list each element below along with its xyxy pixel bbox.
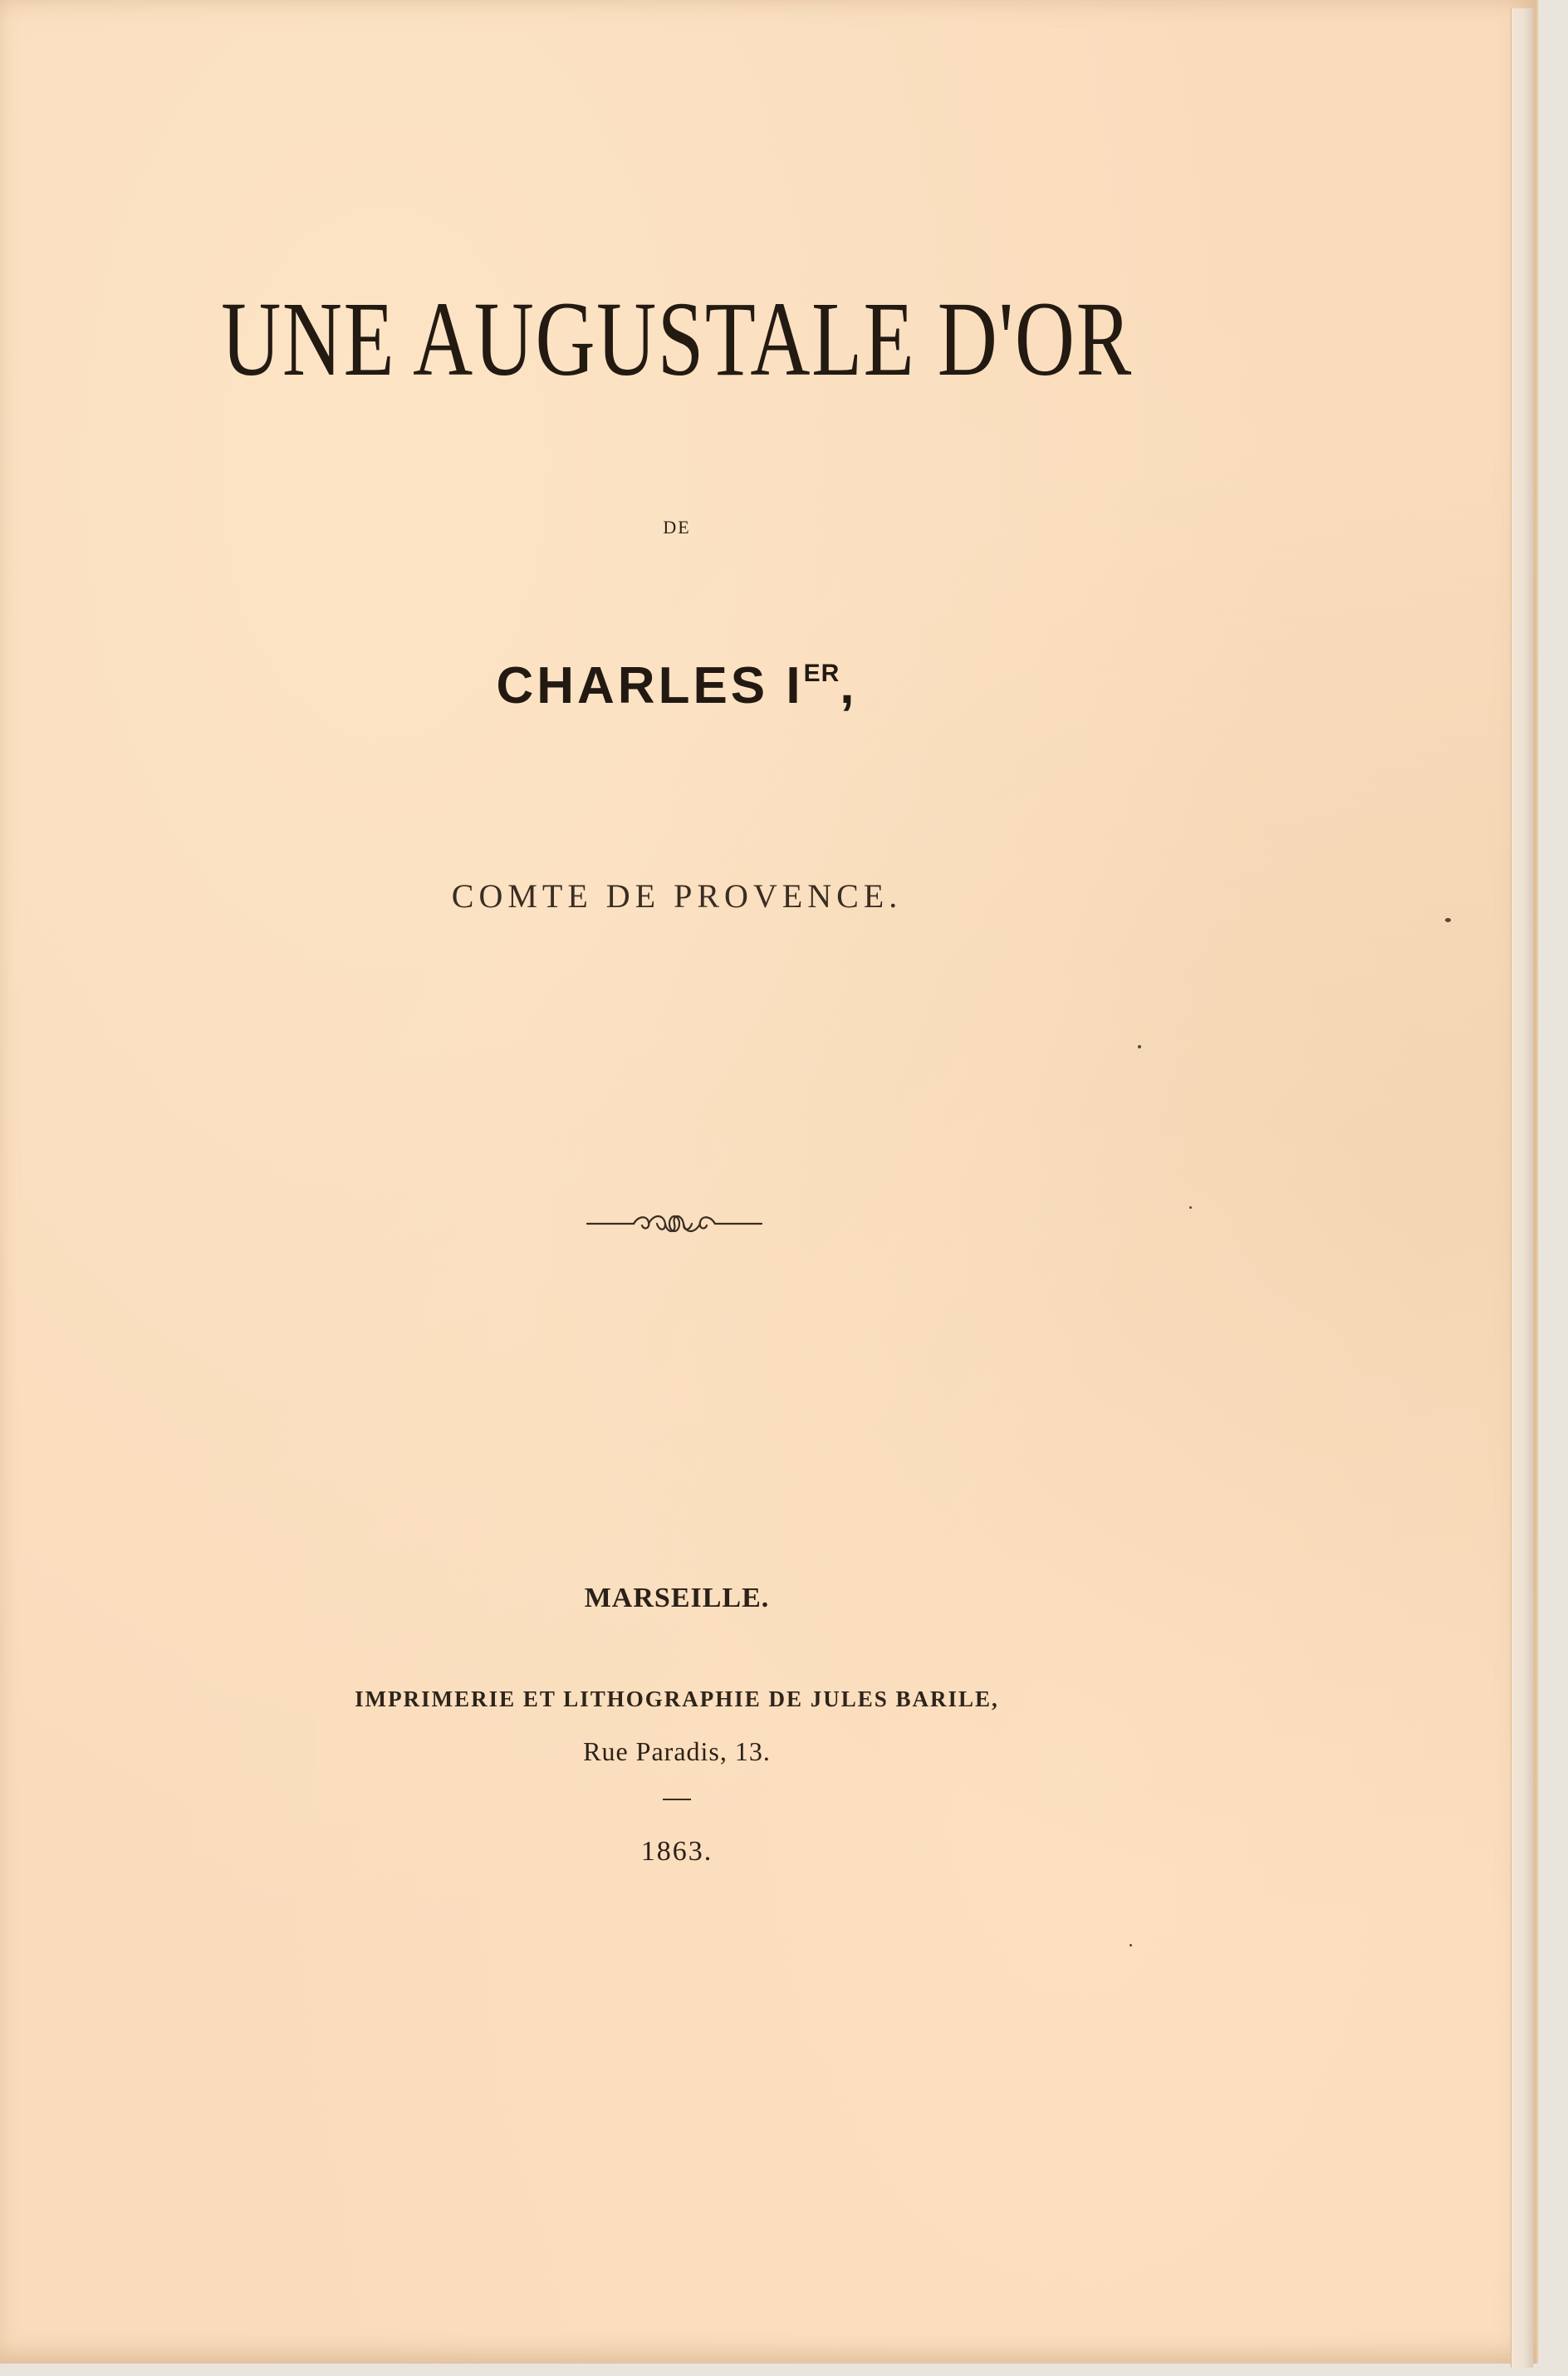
- publication-year: 1863.: [640, 1836, 713, 1867]
- paper-speck: [1138, 1045, 1141, 1048]
- book-title: UNE AUGUSTALE D'OR: [221, 280, 1133, 398]
- printer-name: IMPRIMERIE ET LITHOGRAPHIE DE JULES BARILE,: [355, 1686, 999, 1711]
- subject-trailing-punct: ,: [840, 657, 858, 714]
- subject-name: [0, 656, 1354, 715]
- subject-title: COMTE DE PROVENCE.: [451, 877, 903, 915]
- subject-ordinal-suffix: ER: [803, 660, 840, 687]
- paper-speck: [1129, 1944, 1132, 1946]
- subject-name-main: CHARLES I: [496, 657, 804, 714]
- printer-address: Rue Paradis, 13.: [583, 1736, 771, 1766]
- separator-dash: [663, 1799, 691, 1800]
- title-preposition: DE: [663, 517, 691, 538]
- ornament-icon: [586, 1209, 763, 1239]
- paper-speck: [1189, 1206, 1192, 1209]
- page-edge: [1511, 8, 1533, 2368]
- paper-speck: [1445, 918, 1451, 922]
- publication-city: MARSEILLE.: [584, 1583, 770, 1613]
